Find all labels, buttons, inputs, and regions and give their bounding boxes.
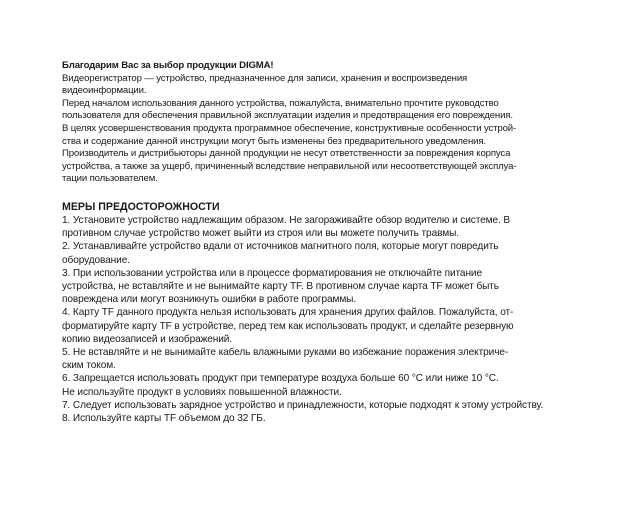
precaution-line: 7. Следует использовать зарядное устройство и принадлежности, которые подходят к этому устройству. xyxy=(62,399,544,411)
precaution-line: 1. Установите устройство надлежащим образом. Не загораживайте обзор водителю и системе. В xyxy=(62,214,511,226)
intro-line: Перед началом использования данного устройства, пожалуйста, внимательно прочтите руководство xyxy=(62,97,499,109)
precaution-line: копию видеозаписей и изображений. xyxy=(62,333,233,345)
precautions-heading: МЕРЫ ПРЕДОСТОРОЖНОСТИ xyxy=(62,200,220,213)
intro-line: видеоинформации. xyxy=(62,85,147,97)
intro-title: Благодарим Вас за выбор продукции DIGMA! xyxy=(62,60,274,71)
precaution-line: 8. Используйте карты TF объемом до 32 ГБ. xyxy=(62,412,266,424)
precautions-section xyxy=(62,200,568,425)
precaution-line: повреждена или могут возникнуть ошибки в работе программы. xyxy=(62,294,357,306)
precaution-line: Не используйте продукт в условиях повышенной влажности. xyxy=(62,386,342,398)
precaution-line: 4. Карту TF данного продукта нельзя использовать для хранения других файлов. Пожалуйста, от- xyxy=(62,307,514,319)
intro-line: тации пользователем. xyxy=(62,173,158,185)
precaution-line: форматируйте карту TF в устройстве, перед тем как использовать продукт, и сделайте резервную xyxy=(62,320,514,332)
precaution-line: ским током. xyxy=(62,360,116,372)
precaution-line: 6. Запрещается использовать продукт при температуре воздуха больше 60 °С или ниже 10 °С. xyxy=(62,373,499,385)
intro-line: Видеорегистратор — устройство, предназначенное для записи, хранения и воспроизведения xyxy=(62,72,468,84)
precaution-line: устройства, не вставляйте и не вынимайте карту TF. В противном случае карта TF может быть xyxy=(62,280,499,292)
text-block xyxy=(62,60,568,425)
intro-line: пользователя для обеспечения правильной эксплуатации изделия и предотвращения его повреждения. xyxy=(62,110,513,122)
intro-line: Производитель и дистрибьюторы данной продукции не несут ответственности за повреждения корпуса xyxy=(62,148,511,160)
precaution-line: 2. Устанавливайте устройство вдали от источников магнитного поля, которые могут повредить xyxy=(62,241,499,253)
precaution-line: 5. Не вставляйте и не вынимайте кабель влажными руками во избежание поражения электриче- xyxy=(62,346,509,358)
intro-line: ства и содержание данной инструкции могут быть изменены без предварительного уведомления. xyxy=(62,135,486,147)
precaution-line: оборудование. xyxy=(62,254,130,266)
intro-section xyxy=(62,60,568,186)
intro-line: В целях усовершенствования продукта программное обеспечение, конструктивные особенности устрой- xyxy=(62,122,517,134)
precaution-line: противном случае устройство может выйти из строя или вы можете получить травмы. xyxy=(62,228,459,240)
precaution-line: 3. При использовании устройства или в процессе форматирования не отключайте питание xyxy=(62,267,482,279)
intro-line: устройства, а также за ущерб, причиненный вследствие неправильной или несоответствующей эксплуа- xyxy=(62,160,517,172)
